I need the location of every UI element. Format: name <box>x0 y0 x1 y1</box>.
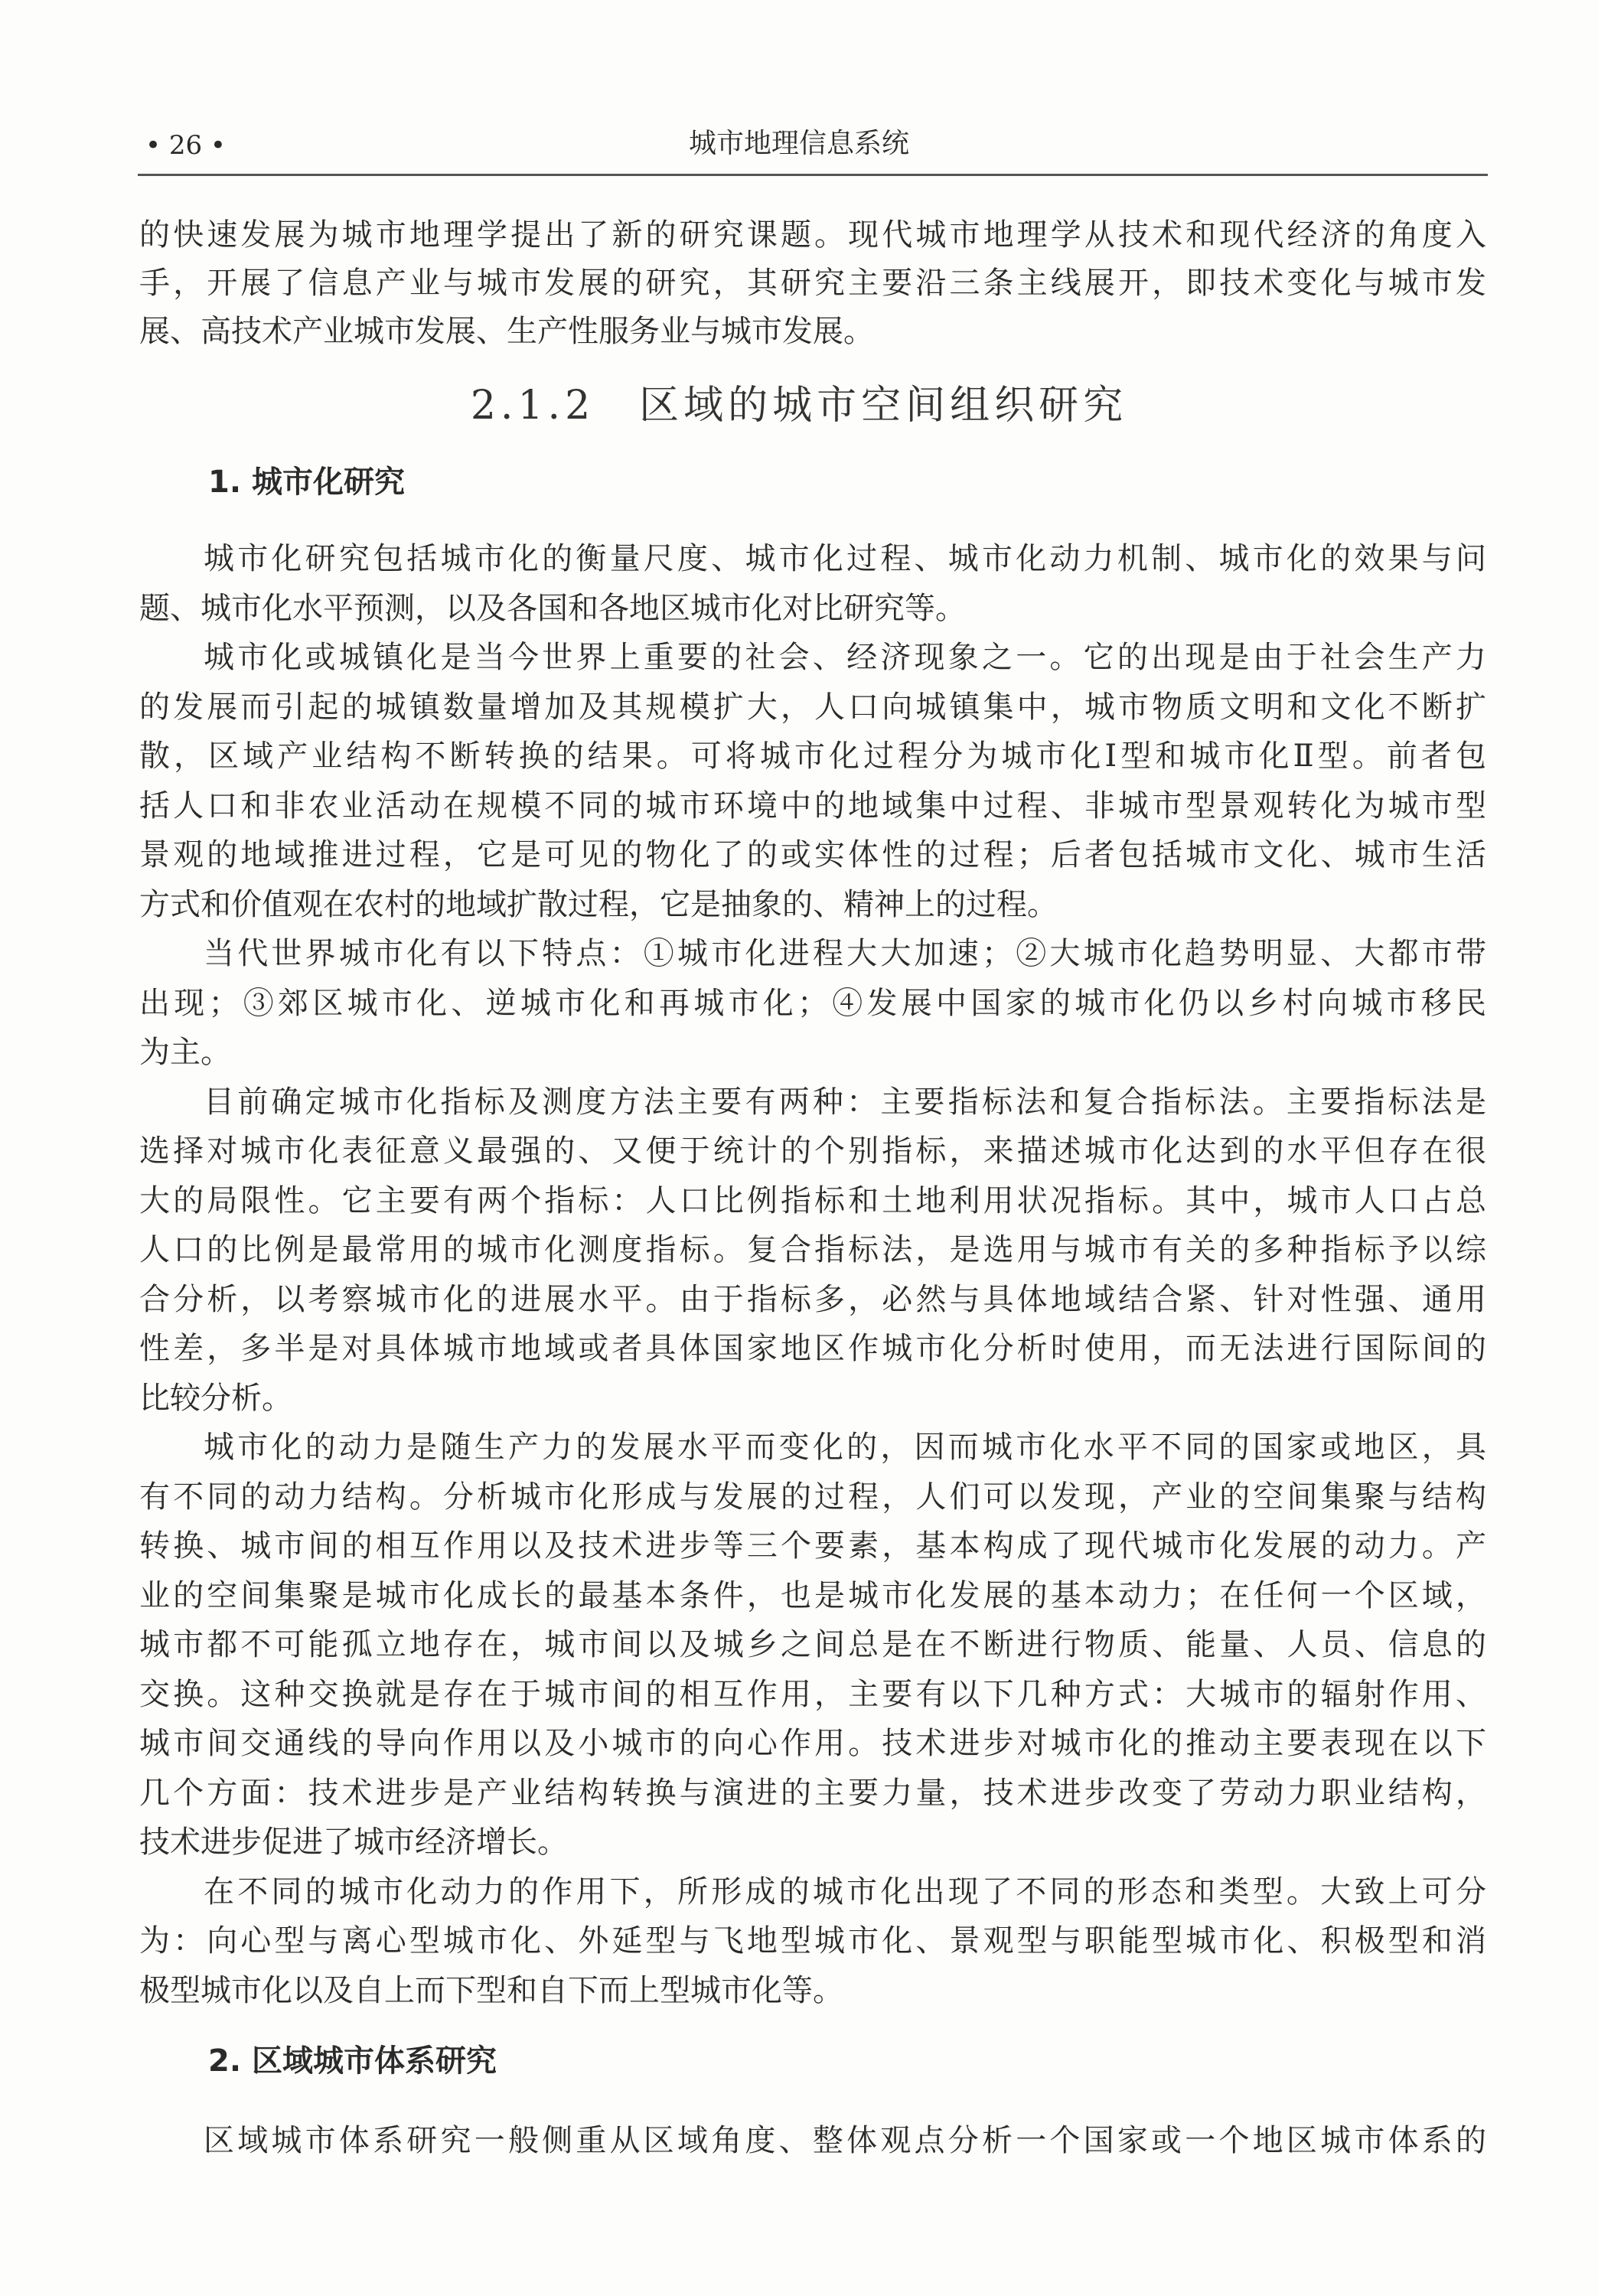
text-line: 城市间交通线的导向作用以及小城市的向心作用。技术进步对城市化的推动主要表现在以下 <box>139 1726 1486 1761</box>
text-line: 当代世界城市化有以下特点：①城市化进程大大加速；②大城市化趋势明显、大都市带 <box>204 936 1486 971</box>
text-line: 业的空间集聚是城市化成长的最基本条件，也是城市化发展的基本动力；在任何一个区域， <box>139 1578 1486 1613</box>
running-title: 城市地理信息系统 <box>688 128 909 159</box>
text-line: 转换、城市间的相互作用以及技术进步等三个要素，基本构成了现代城市化发展的动力。产 <box>139 1528 1486 1564</box>
text-line: 题、城市化水平预测，以及各国和各地区城市化对比研究等。 <box>139 591 966 626</box>
text-line: 区域城市体系研究一般侧重从区域角度、整体观点分析一个国家或一个地区城市体系的 <box>204 2123 1486 2158</box>
text-line: 城市化研究包括城市化的衡量尺度、城市化过程、城市化动力机制、城市化的效果与问 <box>204 541 1486 576</box>
text-line: 有不同的动力结构。分析城市化形成与发展的过程，人们可以发现，产业的空间集聚与结构 <box>139 1479 1486 1515</box>
section-heading: 2.1.2 区域的城市空间组织研究 <box>470 383 1128 429</box>
text-line: 选择对城市化表征意义最强的、又便于统计的个别指标，来描述城市化达到的水平但存在很 <box>139 1133 1486 1169</box>
text-line: 大的局限性。它主要有两个指标：人口比例指标和土地利用状况指标。其中，城市人口占总 <box>139 1183 1486 1218</box>
text-line: 合分析，以考察城市化的进展水平。由于指标多，必然与具体地域结合紧、针对性强、通用 <box>139 1282 1486 1317</box>
text-line: 方式和价值观在农村的地域扩散过程，它是抽象的、精神上的过程。 <box>139 887 1058 922</box>
text-line: 几个方面：技术进步是产业结构转换与演进的主要力量，技术进步改变了劳动力职业结构， <box>139 1776 1486 1811</box>
text-line: 为：向心型与离心型城市化、外延型与飞地型城市化、景观型与职能型城市化、积极型和消 <box>139 1923 1486 1958</box>
text-line: 出现；③郊区城市化、逆城市化和再城市化；④发展中国家的城市化仍以乡村向城市移民 <box>139 986 1486 1021</box>
text-line: 城市化的动力是随生产力的发展水平而变化的，因而城市化水平不同的国家或地区，具 <box>204 1430 1486 1465</box>
text-line: 展、高技术产业城市发展、生产性服务业与城市发展。 <box>139 314 874 349</box>
text-line: 比较分析。 <box>139 1381 292 1416</box>
text-line: 城市都不可能孤立地存在，城市间以及城乡之间总是在不断进行物质、能量、人员、信息的 <box>139 1627 1486 1662</box>
text-line: 技术进步促进了城市经济增长。 <box>139 1825 568 1860</box>
text-line: 景观的地域推进过程，它是可见的物化了的或实体性的过程；后者包括城市文化、城市生活 <box>139 837 1486 872</box>
text-line: 手，开展了信息产业与城市发展的研究，其研究主要沿三条主线展开，即技术变化与城市发 <box>139 266 1486 301</box>
text-line: 在不同的城市化动力的作用下，所形成的城市化出现了不同的形态和类型。大致上可分 <box>204 1874 1486 1910</box>
text-line: 为主。 <box>139 1035 231 1070</box>
header-rule <box>138 174 1488 176</box>
text-line: 散，区域产业结构不断转换的结果。可将城市化过程分为城市化Ⅰ型和城市化Ⅱ型。前者包 <box>139 739 1486 774</box>
text-line: 交换。这种交换就是存在于城市间的相互作用，主要有以下几种方式：大城市的辐射作用、 <box>139 1677 1486 1712</box>
text-line: 目前确定城市化指标及测度方法主要有两种：主要指标法和复合指标法。主要指标法是 <box>204 1084 1486 1120</box>
text-line: 的发展而引起的城镇数量增加及其规模扩大，人口向城镇集中，城市物质文明和文化不断扩 <box>139 690 1486 725</box>
text-line: 极型城市化以及自上而下型和自下而上型城市化等。 <box>139 1973 843 2008</box>
text-line: 的快速发展为城市地理学提出了新的研究课题。现代城市地理学从技术和现代经济的角度入 <box>139 217 1486 253</box>
subsection-title: 2. 区域城市体系研究 <box>208 2043 497 2079</box>
text-line: 城市化或城镇化是当今世界上重要的社会、经济现象之一。它的出现是由于社会生产力 <box>204 640 1486 675</box>
text-line: 括人口和非农业活动在规模不同的城市环境中的地域集中过程、非城市型景观转化为城市型 <box>139 788 1486 823</box>
text-line: 性差，多半是对具体城市地域或者具体国家地区作城市化分析时使用，而无法进行国际间的 <box>139 1331 1486 1366</box>
text-line: 人口的比例是最常用的城市化测度指标。复合指标法，是选用与城市有关的多种指标予以综 <box>139 1232 1486 1267</box>
page-number: • 26 • <box>145 130 226 161</box>
subsection-title: 1. 城市化研究 <box>208 465 405 500</box>
